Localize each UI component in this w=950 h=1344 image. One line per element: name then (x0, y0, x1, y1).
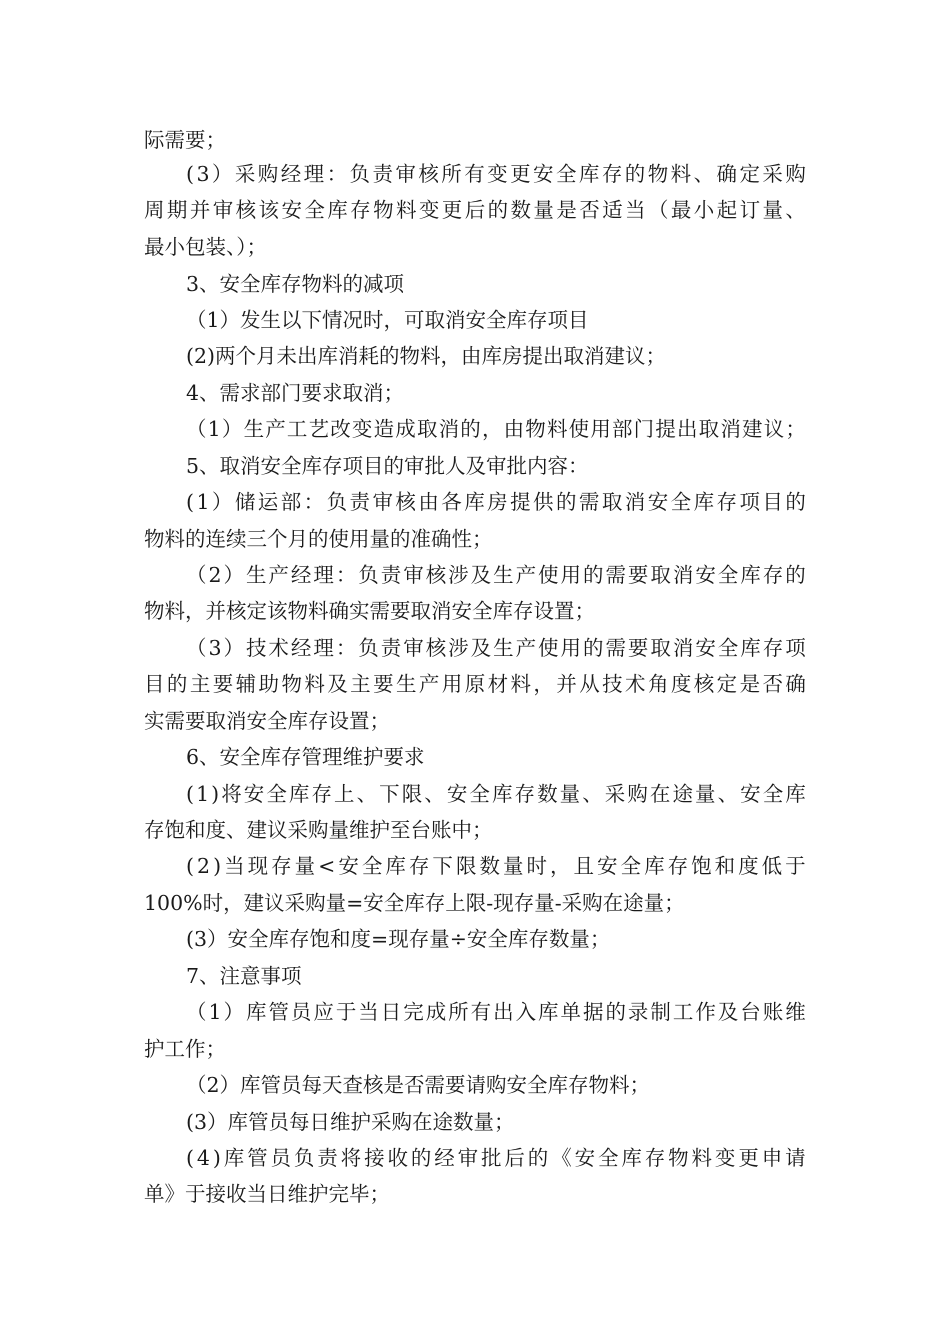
text-line: （ 2 ） 生 产 经 理 ： 负 责 审 核 涉 及 生 产 使 用 的 需 要 取 消 安 全 库 存 的 (186, 563, 806, 587)
text-line: （ 3 ） 技 术 经 理 ： 负 责 审 核 涉 及 生 产 使 用 的 需 要 取 消 安 全 库 存 项 (186, 636, 806, 660)
text-line: 实需要取消安全库存设置； (144, 709, 390, 733)
text-line: ( 4 ) 库 管 员 负 责 将 接 收 的 经 审 批 后 的 《 安 全 库 存 物 料 变 更 申 请 (186, 1146, 806, 1170)
text-line: 周 期 并 审 核 该 安 全 库 存 物 料 变 更 后 的 数 量 是 否 适 当 （ 最 小 起 订 量 、 (144, 198, 806, 222)
text-line: 最小包装、）； (144, 235, 267, 259)
section-heading: 7、注意事项 (186, 964, 302, 988)
text-line: (3）安全库存饱和度=现存量÷安全库存数量； (186, 927, 611, 951)
text-line: 100%时，建议采购量=安全库存上限-现存量-采购在途量； (144, 891, 685, 915)
text-line: （ 1 ） 库 管 员 应 于 当 日 完 成 所 有 出 入 库 单 据 的 录 制 工 作 及 台 账 维 (186, 1000, 806, 1024)
text-line: 物料的连续三个月的使用量的准确性； (144, 527, 493, 551)
text-line: 护工作； (144, 1037, 226, 1061)
text-line: 目 的 主 要 辅 助 物 料 及 主 要 生 产 用 原 材 料 ， 并 从 技 术 角 度 核 定 是 否 确 (144, 672, 806, 696)
text-line: ( 3 ） 采 购 经 理 ： 负 责 审 核 所 有 变 更 安 全 库 存 的 物 料 、 确 定 采 购 (186, 162, 806, 186)
text-line: 物料，并核定该物料确实需要取消安全库存设置； (144, 599, 595, 623)
section-heading: 4、需求部门要求取消； (186, 381, 405, 405)
text-line: ( 2 ) 当 现 存 量 < 安 全 库 存 下 限 数 量 时 ， 且 安 全 库 存 饱 和 度 低 于 (186, 854, 806, 878)
section-heading: 6、安全库存管理维护要求 (186, 745, 425, 769)
text-line: 存饱和度、建议采购量维护至台账中； (144, 818, 493, 842)
section-heading: 5、取消安全库存项目的审批人及审批内容： (186, 454, 589, 478)
text-line: （2）库管员每天查核是否需要请购安全库存物料； (186, 1073, 651, 1097)
text-line: （1）发生以下情况时，可取消安全库存项目 (186, 308, 589, 332)
text-line: (3）库管员每日维护采购在途数量； (186, 1110, 515, 1134)
text-line: ( 1 ） 储 运 部 ： 负 责 审 核 由 各 库 房 提 供 的 需 取 消 安 全 库 存 项 目 的 (186, 490, 806, 514)
text-line: (2)两个月未出库消耗的物料，由库房提出取消建议； (186, 344, 667, 368)
text-line: （ 1 ） 生 产 工 艺 改 变 造 成 取 消 的 ， 由 物 料 使 用 部 门 提 出 取 消 建 议 ； (186, 417, 806, 441)
text-line: ( 1 ) 将 安 全 库 存 上 、 下 限 、 安 全 库 存 数 量 、 采 购 在 途 量 、 安 全 库 (186, 782, 806, 806)
text-line: 单》于接收当日维护完毕； (144, 1182, 390, 1206)
text-line: 际需要； (144, 128, 226, 152)
section-heading: 3、安全库存物料的减项 (186, 272, 405, 296)
